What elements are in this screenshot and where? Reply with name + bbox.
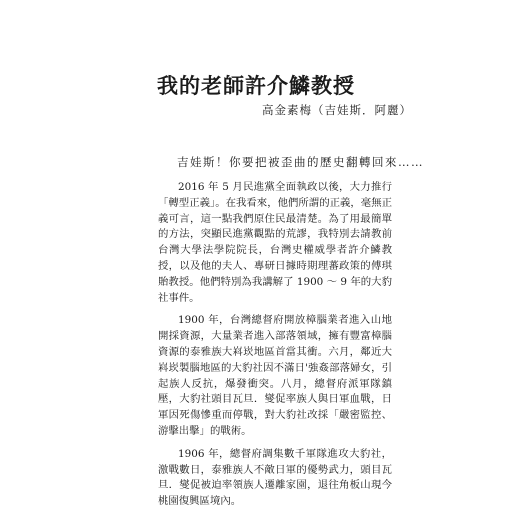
epigraph-quote: 吉娃斯！你要把被歪曲的歷史翻轉回來……: [177, 155, 424, 169]
body-text: [158, 180, 392, 517]
paragraph-3: 1906 年，總督府調集數千軍隊進攻大豹社，激戰數日，泰雅族人不敵日軍的優勢武力，頭目瓦旦．燮促被迫率領族人遷離家園，退往角板山現今桃園復興區境內。: [158, 447, 392, 508]
paragraph-1: 2016 年 5 月民進黨全面執政以後，大力推行「轉型正義」。在我看來，他們所謂的正義，毫無正義可言，這一點我們原住民最清楚。為了用最簡單的方法，突顯民進黨觀點的荒謬，我特別去請教前台灣大學法學院院長，台灣史權威學者許介鱗教授，以及他的夫人、專研日據時期理蕃政策的傅琪貽教授。他們特別為我講解了 1900 ～ 9 年的大豹社事件。: [158, 181, 392, 304]
author-byline: 高金素梅（吉娃斯．阿麗）: [262, 103, 412, 117]
paragraph-2: 1900 年，台灣總督府開放樟腦業者進入山地開採資源，大量業者進入部落領域，擁有豐富樟腦資源的泰雅族大嵙崁地區首當其衝。六月，鄰近大嵙崁製腦地區的大豹社因不滿日'強姦部落婦女，引起族人反抗，爆發衝突。八月，總督府派軍隊鎮壓，大豹社頭目瓦旦．燮促率族人與日軍血戰，日軍因死傷慘重而停戰，對大豹社改採「嚴密監控、游擊出擊」的戰術。: [158, 314, 392, 437]
chapter-title: 我的老師許介鱗教授: [157, 73, 355, 98]
